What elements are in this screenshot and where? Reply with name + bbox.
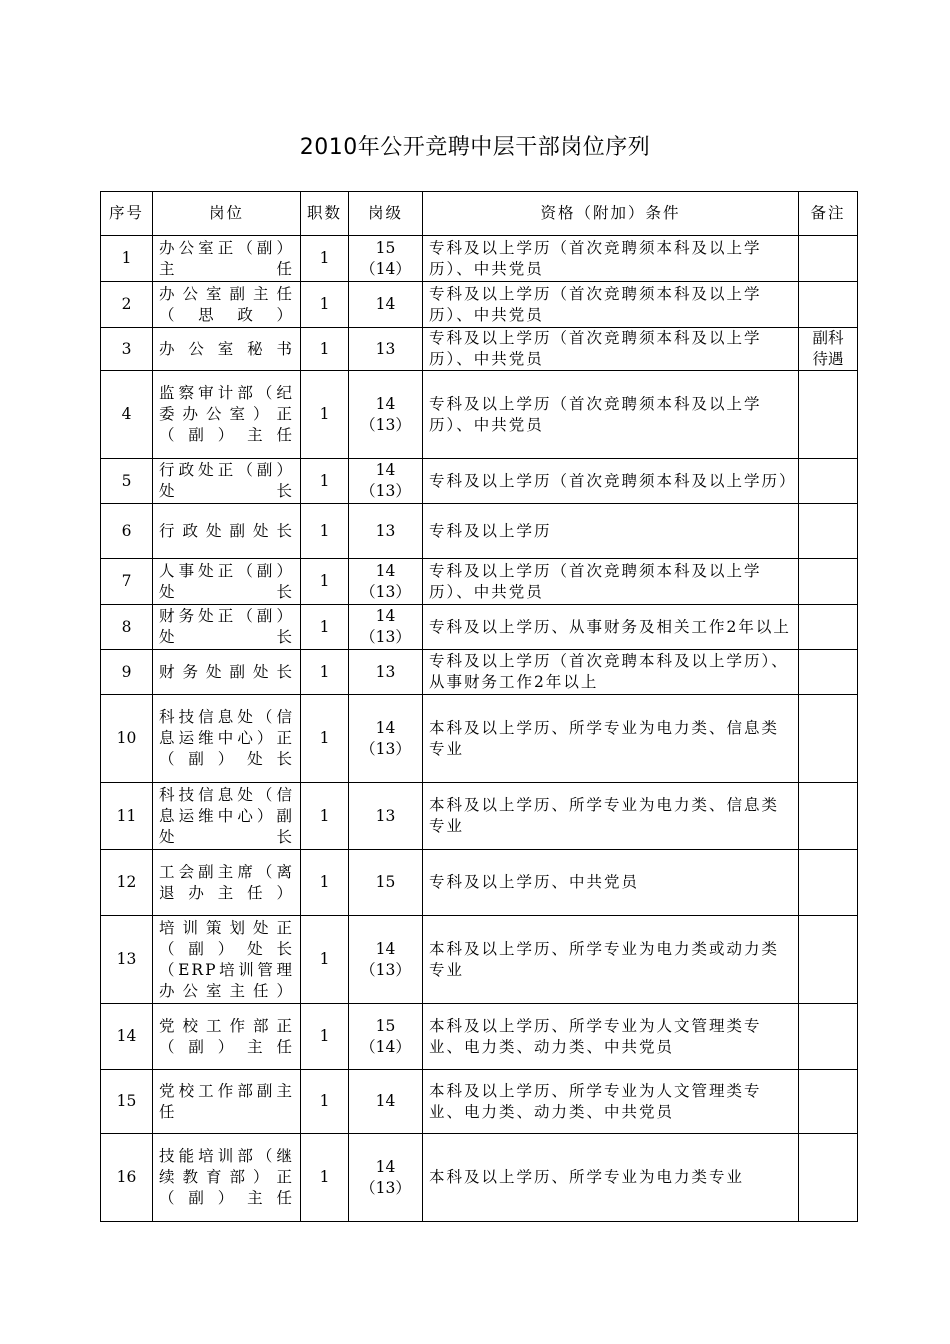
cell-conditions: 本科及以上学历、所学专业为电力类、信息类专业: [423, 783, 799, 850]
cell-post: 财务处正（副）处长: [153, 605, 301, 650]
cell-conditions: 专科及以上学历: [423, 504, 799, 559]
cell-post: 行政处副处长: [153, 504, 301, 559]
page-title: 2010年公开竞聘中层干部岗位序列: [299, 135, 651, 160]
cell-count: 1: [301, 504, 349, 559]
cell-notes: [799, 1134, 858, 1222]
cell-notes: [799, 504, 858, 559]
cell-grade: 14（13）: [349, 559, 423, 605]
cell-notes: [799, 695, 858, 783]
cell-num: 14: [101, 1004, 153, 1070]
header-notes: 备注: [799, 192, 858, 236]
table-row: [101, 236, 858, 282]
cell-conditions: 专科及以上学历（首次竞聘须本科及以上学历）: [423, 459, 799, 504]
table-row: [101, 783, 858, 850]
table-row: [101, 328, 858, 371]
cell-grade: 13: [349, 650, 423, 695]
header-post: 岗位: [153, 192, 301, 236]
positions-table: [100, 191, 858, 1222]
cell-conditions: 专科及以上学历（首次竞聘须本科及以上学历）、中共党员: [423, 328, 799, 371]
cell-post: 人事处正（副）处长: [153, 559, 301, 605]
cell-num: 13: [101, 916, 153, 1004]
cell-post: 财务处副处长: [153, 650, 301, 695]
cell-num: 12: [101, 850, 153, 916]
cell-num: 11: [101, 783, 153, 850]
cell-num: 5: [101, 459, 153, 504]
cell-num: 7: [101, 559, 153, 605]
cell-conditions: 专科及以上学历（首次竞聘须本科及以上学历）、中共党员: [423, 371, 799, 459]
table-row: [101, 559, 858, 605]
cell-count: 1: [301, 1004, 349, 1070]
cell-post: 技能培训部（继续教育部）正（副）主任: [153, 1134, 301, 1222]
cell-grade: 15（14）: [349, 1004, 423, 1070]
cell-grade: 14（13）: [349, 695, 423, 783]
cell-grade: 14: [349, 1070, 423, 1134]
cell-grade: 14（13）: [349, 605, 423, 650]
table-row: [101, 695, 858, 783]
cell-conditions: 专科及以上学历、从事财务及相关工作2年以上: [423, 605, 799, 650]
cell-conditions: 本科及以上学历、所学专业为人文管理类专业、电力类、动力类、中共党员: [423, 1070, 799, 1134]
cell-num: 3: [101, 328, 153, 371]
cell-conditions: 专科及以上学历（首次竞聘须本科及以上学历）、中共党员: [423, 559, 799, 605]
table-row: [101, 605, 858, 650]
table-row: [101, 1004, 858, 1070]
cell-count: 1: [301, 371, 349, 459]
cell-notes: [799, 605, 858, 650]
cell-notes: [799, 650, 858, 695]
table-row: [101, 459, 858, 504]
cell-conditions: 专科及以上学历（首次竞聘须本科及以上学历）、中共党员: [423, 282, 799, 328]
cell-grade: 13: [349, 328, 423, 371]
cell-count: 1: [301, 650, 349, 695]
table-row: [101, 1134, 858, 1222]
cell-conditions: 本科及以上学历、所学专业为人文管理类专业、电力类、动力类、中共党员: [423, 1004, 799, 1070]
cell-post: 办公室正（副）主任: [153, 236, 301, 282]
cell-notes: [799, 783, 858, 850]
cell-conditions: 本科及以上学历、所学专业为电力类专业: [423, 1134, 799, 1222]
cell-grade: 14（13）: [349, 1134, 423, 1222]
cell-count: 1: [301, 328, 349, 371]
table-row: [101, 916, 858, 1004]
cell-post: 科技信息处（信息运维中心）副处长: [153, 783, 301, 850]
table-row: [101, 650, 858, 695]
cell-count: 1: [301, 459, 349, 504]
cell-num: 9: [101, 650, 153, 695]
cell-grade: 14（13）: [349, 459, 423, 504]
cell-grade: 13: [349, 783, 423, 850]
cell-num: 2: [101, 282, 153, 328]
cell-num: 10: [101, 695, 153, 783]
header-count: 职数: [301, 192, 349, 236]
cell-grade: 14（13）: [349, 371, 423, 459]
cell-count: 1: [301, 1070, 349, 1134]
cell-count: 1: [301, 236, 349, 282]
cell-notes: [799, 559, 858, 605]
cell-grade: 15: [349, 850, 423, 916]
cell-conditions: 专科及以上学历（首次竞聘须本科及以上学历）、中共党员: [423, 236, 799, 282]
cell-grade: 13: [349, 504, 423, 559]
header-num: 序号: [101, 192, 153, 236]
cell-post: 行政处正（副）处长: [153, 459, 301, 504]
cell-post: 培训策划处正（副）处长（ERP培训管理办公室主任）: [153, 916, 301, 1004]
cell-notes: [799, 1004, 858, 1070]
cell-post: 科技信息处（信息运维中心）正（副）处长: [153, 695, 301, 783]
cell-num: 1: [101, 236, 153, 282]
cell-count: 1: [301, 916, 349, 1004]
cell-notes: [799, 850, 858, 916]
cell-count: 1: [301, 850, 349, 916]
header-row: [101, 192, 858, 236]
table-row: [101, 504, 858, 559]
cell-conditions: 本科及以上学历、所学专业为电力类或动力类专业: [423, 916, 799, 1004]
cell-grade: 15（14）: [349, 236, 423, 282]
cell-notes: [799, 1070, 858, 1134]
header-conditions: 资格（附加）条件: [423, 192, 799, 236]
cell-num: 8: [101, 605, 153, 650]
cell-count: 1: [301, 559, 349, 605]
cell-post: 党校工作部副主任: [153, 1070, 301, 1134]
cell-notes: [799, 236, 858, 282]
cell-notes: [799, 459, 858, 504]
cell-notes: [799, 916, 858, 1004]
cell-count: 1: [301, 282, 349, 328]
cell-post: 工会副主席（离退办主任）: [153, 850, 301, 916]
cell-grade: 14: [349, 282, 423, 328]
table-row: [101, 371, 858, 459]
cell-num: 16: [101, 1134, 153, 1222]
cell-notes: 副科待遇: [799, 328, 858, 371]
cell-count: 1: [301, 1134, 349, 1222]
cell-num: 4: [101, 371, 153, 459]
cell-post: 监察审计部（纪委办公室）正（副）主任: [153, 371, 301, 459]
cell-grade: 14（13）: [349, 916, 423, 1004]
cell-notes: [799, 282, 858, 328]
table-row: [101, 1070, 858, 1134]
cell-conditions: 专科及以上学历（首次竞聘本科及以上学历）、从事财务工作2年以上: [423, 650, 799, 695]
header-grade: 岗级: [349, 192, 423, 236]
table-row: [101, 850, 858, 916]
cell-num: 6: [101, 504, 153, 559]
cell-post: 党校工作部正（副）主任: [153, 1004, 301, 1070]
cell-notes: [799, 371, 858, 459]
table-row: [101, 282, 858, 328]
cell-count: 1: [301, 605, 349, 650]
cell-post: 办公室秘书: [153, 328, 301, 371]
cell-post: 办公室副主任（思政）: [153, 282, 301, 328]
cell-conditions: 专科及以上学历、中共党员: [423, 850, 799, 916]
cell-count: 1: [301, 695, 349, 783]
cell-conditions: 本科及以上学历、所学专业为电力类、信息类专业: [423, 695, 799, 783]
cell-num: 15: [101, 1070, 153, 1134]
cell-count: 1: [301, 783, 349, 850]
